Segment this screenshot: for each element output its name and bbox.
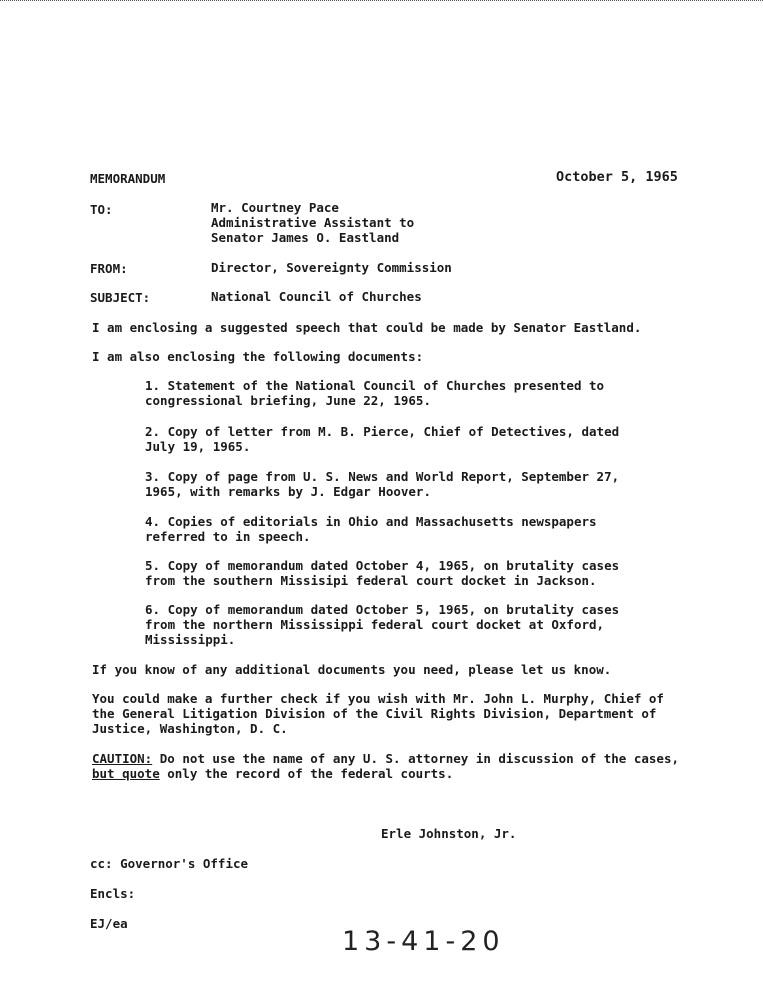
closing-paragraph-2 (92, 691, 702, 736)
page-top-border (0, 0, 763, 3)
list-item-line: 1965, with remarks by J. Edgar Hoover. (145, 484, 431, 499)
cc-line: cc: Governor's Office (90, 856, 249, 871)
document-list-item (145, 558, 665, 588)
caution-paragraph (92, 751, 702, 781)
to-line: Administrative Assistant to (211, 215, 415, 230)
subject-value: National Council of Churches (211, 289, 422, 304)
caution-text: Do not use the name of any U. S. attorney in discussion of the cases, (152, 751, 680, 766)
subject-label: SUBJECT: (90, 290, 151, 305)
typist-initials: EJ/ea (90, 916, 128, 931)
list-item-line: 3. Copy of page from U. S. News and World Report, September 27, (145, 469, 620, 484)
list-item-line: 4. Copies of editorials in Ohio and Massachusetts newspapers (145, 514, 597, 529)
list-item-line: from the southern Missisipi federal court docket in Jackson. (145, 573, 597, 588)
list-item-line: 1. Statement of the National Council of Churches presented to (145, 378, 605, 393)
intro-paragraph-1: I am enclosing a suggested speech that could be made by Senator Eastland. (92, 320, 642, 335)
paragraph-line: You could make a further check if you wish with Mr. John L. Murphy, Chief of (92, 691, 664, 706)
memo-title: MEMORANDUM (90, 171, 166, 186)
memo-date: October 5, 1965 (556, 169, 678, 185)
handwritten-file-number: 13-41-20 (342, 926, 505, 957)
caution-label: CAUTION: (92, 751, 153, 766)
to-line: Mr. Courtney Pace (211, 200, 339, 215)
caution-text: only the record of the federal courts. (159, 766, 454, 781)
list-item-line: from the northern Mississippi federal court docket at Oxford, (145, 617, 605, 632)
intro-paragraph-2: I am also enclosing the following documents: (92, 349, 424, 364)
list-item-line: 6. Copy of memorandum dated October 5, 1965, on brutality cases (145, 602, 620, 617)
to-recipient (211, 200, 414, 245)
from-label: FROM: (90, 261, 128, 276)
to-line: Senator James O. Eastland (211, 230, 400, 245)
list-item-line: Mississippi. (145, 632, 236, 647)
paragraph-line (92, 766, 702, 781)
list-item-line: referred to in speech. (145, 529, 311, 544)
caution-underlined-text: but quote (92, 766, 160, 781)
list-item-line: 5. Copy of memorandum dated October 4, 1965, on brutality cases (145, 558, 620, 573)
document-list-item (145, 378, 665, 408)
list-item-line: 2. Copy of letter from M. B. Pierce, Chief of Detectives, dated (145, 424, 620, 439)
paragraph-line: Justice, Washington, D. C. (92, 721, 288, 736)
paragraph-line (92, 751, 702, 766)
paragraph-line: the General Litigation Division of the Civil Rights Division, Department of (92, 706, 657, 721)
closing-paragraph-1: If you know of any additional documents you need, please let us know. (92, 662, 612, 677)
list-item-line: July 19, 1965. (145, 439, 251, 454)
enclosures-label: Encls: (90, 886, 136, 901)
document-list-item (145, 602, 665, 647)
signature-name: Erle Johnston, Jr. (381, 826, 517, 841)
list-item-line: congressional briefing, June 22, 1965. (145, 393, 431, 408)
document-list-item (145, 514, 665, 544)
from-value: Director, Sovereignty Commission (211, 260, 452, 275)
to-label: TO: (90, 202, 113, 217)
document-list-item (145, 424, 665, 454)
document-list-item (145, 469, 665, 499)
